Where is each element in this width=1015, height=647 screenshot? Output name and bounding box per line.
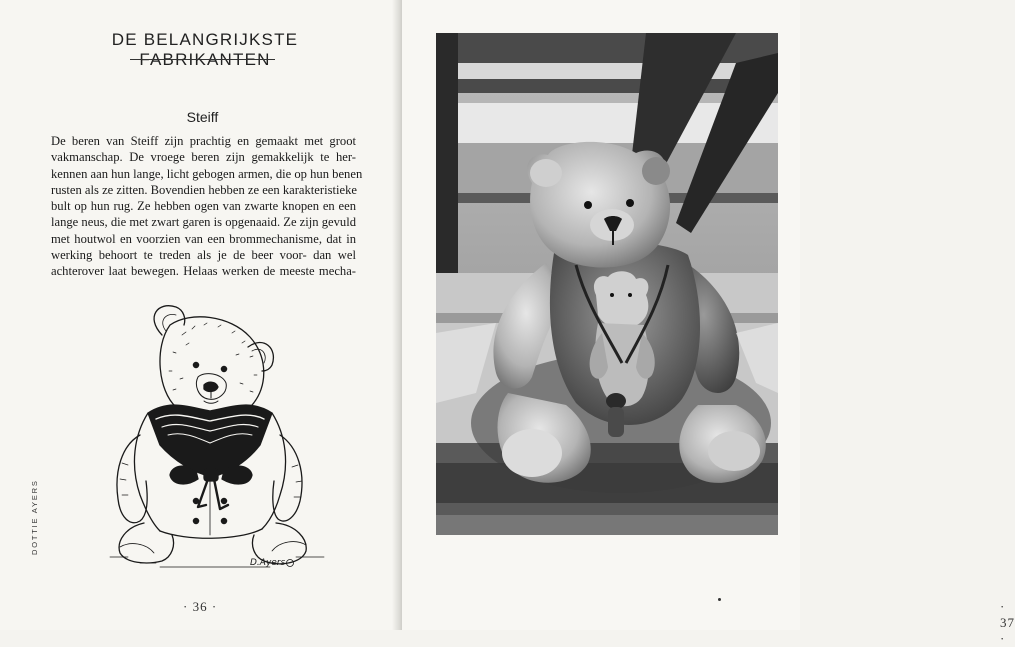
illustrator-credit: DOTTIE AYERS <box>30 479 39 555</box>
body-line: achterover laat bewegen. Helaas werken de meeste mecha- <box>51 264 356 279</box>
body-line: met houtwol en voorzien van een brommechanisme, dat in <box>51 231 356 246</box>
body-line: rusten als ze zitten. Bovendien hebben ze een karakteristieke <box>51 182 357 197</box>
title-underline <box>130 59 275 60</box>
body-paragraph <box>51 133 363 280</box>
illustration-signature: D.Ayers <box>250 558 286 568</box>
body-line: kennen aan hun lange, licht gebogen armen, die op hun benen <box>51 166 363 181</box>
body-line: bult op hun rug. Ze hebben ogen van zwarte knopen en een <box>51 199 356 214</box>
paper-speck <box>718 598 721 601</box>
body-line: De beren van Steiff zijn prachtig en gemaakt met groot <box>51 134 356 148</box>
left-page <box>0 0 398 630</box>
chapter-title: DE BELANGRIJKSTE FABRIKANTEN <box>111 30 299 69</box>
body-line: vakmanschap. De vroege beren zijn gemakkelijk te her- <box>51 150 356 165</box>
page-number-left: · 36 · <box>183 599 218 614</box>
teddy-bear-photo <box>436 33 778 535</box>
page-number-right: · 37 · <box>1000 599 1015 646</box>
body-line: lange neus, die met zwart garen is opgenaaid. Ze zijn gevuld <box>51 215 356 230</box>
section-heading: Steiff <box>186 109 219 125</box>
body-line: werking behoort te treden als je de beer voor- dan wel <box>51 248 356 263</box>
teddy-bear-illustration <box>100 295 332 575</box>
